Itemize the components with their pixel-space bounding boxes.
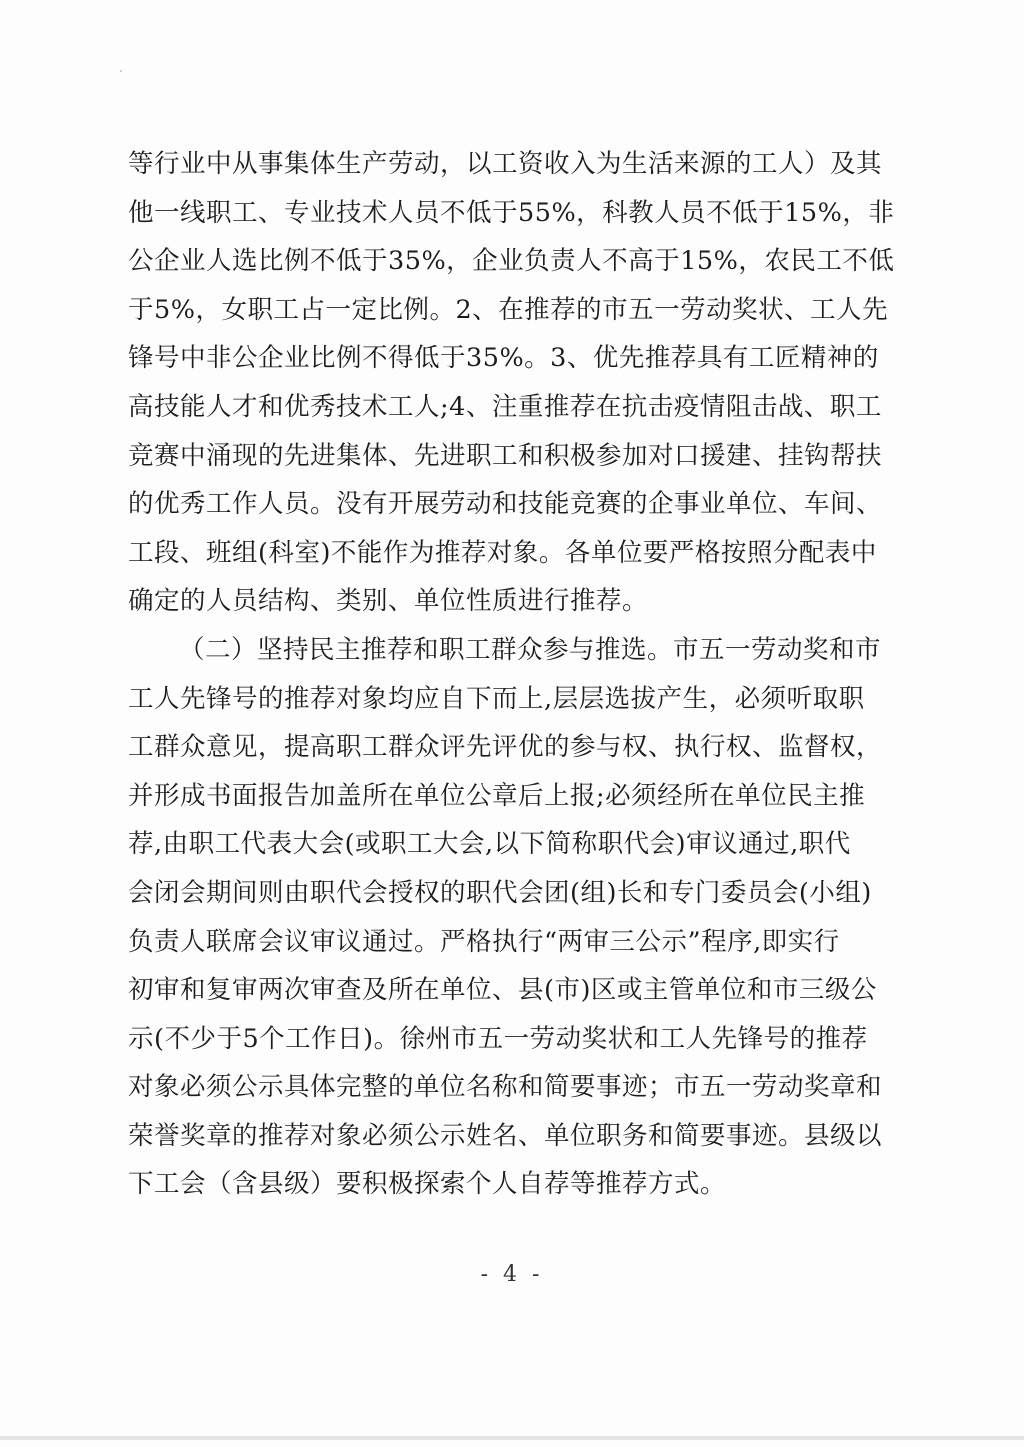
paragraph-line: 工人先锋号的推荐对象均应自下而上,层层选拔产生，必须听取职 bbox=[128, 683, 865, 714]
paragraph-line: 对象必须公示具体完整的单位名称和简要事迹；市五一劳动奖章和 bbox=[128, 1072, 883, 1103]
paragraph-2 bbox=[128, 626, 908, 1209]
paragraph-line: 他一线职工、专业技术人员不低于55%，科教人员不低于15%，非 bbox=[128, 197, 895, 228]
paragraph-line: 竞赛中涌现的先进集体、先进职工和积极参加对口援建、挂钩帮扶 bbox=[128, 440, 883, 471]
paragraph-line: 荣誉奖章的推荐对象必须公示姓名、单位职务和简要事迹。县级以 bbox=[128, 1120, 883, 1151]
paragraph-line: 的优秀工作人员。没有开展劳动和技能竞赛的企事业单位、车间、 bbox=[128, 489, 883, 520]
paragraph-heading-line: （二）坚持民主推荐和职工群众参与推选。市五一劳动奖和市 bbox=[179, 634, 882, 665]
paragraph-line: 工段、班组(科室)不能作为推荐对象。各单位要严格按照分配表中 bbox=[128, 537, 877, 568]
paragraph-line: 于5%，女职工占一定比例。2、在推荐的市五一劳动奖状、工人先 bbox=[128, 294, 889, 325]
page-number: - 4 - bbox=[480, 1262, 544, 1287]
paragraph-line: 锋号中非公企业比例不得低于35%。3、优先推荐具有工匠精神的 bbox=[128, 343, 879, 374]
paragraph-line: 负责人联席会议审议通过。严格执行“两审三公示”程序,即实行 bbox=[128, 926, 840, 957]
document-body bbox=[128, 140, 908, 1209]
paragraph-line: 高技能人才和优秀技术工人;4、注重推荐在抗击疫情阻击战、职工 bbox=[128, 391, 882, 422]
paragraph-line: 初审和复审两次审查及所在单位、县(市)区或主管单位和市三级公 bbox=[128, 975, 877, 1006]
paragraph-line: 示(不少于5个工作日)。徐州市五一劳动奖状和工人先锋号的推荐 bbox=[128, 1023, 868, 1054]
paragraph-1 bbox=[128, 140, 908, 626]
paragraph-line: 确定的人员结构、类别、单位性质进行推荐。 bbox=[128, 586, 649, 617]
paragraph-line: 荐,由职工代表大会(或职工大会,以下简称职代会)审议通过,职代 bbox=[128, 829, 851, 860]
paragraph-line: 会闭会期间则由职代会授权的职代会团(组)长和专门委员会(小组) bbox=[128, 877, 872, 908]
scan-speck bbox=[120, 70, 122, 72]
page-bottom-edge bbox=[0, 1436, 1024, 1440]
paragraph-line: 等行业中从事集体生产劳动，以工资收入为生活来源的工人）及其 bbox=[128, 149, 883, 179]
paragraph-line: 并形成书面报告加盖所在单位公章后上报;必须经所在单位民主推 bbox=[128, 780, 866, 811]
paragraph-line: 工群众意见，提高职工群众评先评优的参与权、执行权、监督权， bbox=[128, 732, 883, 763]
paragraph-line: 公企业人选比例不低于35%，企业负责人不高于15%，农民工不低 bbox=[128, 246, 895, 277]
paragraph-line: 下工会（含县级）要积极探索个人自荐等推荐方式。 bbox=[128, 1169, 727, 1200]
